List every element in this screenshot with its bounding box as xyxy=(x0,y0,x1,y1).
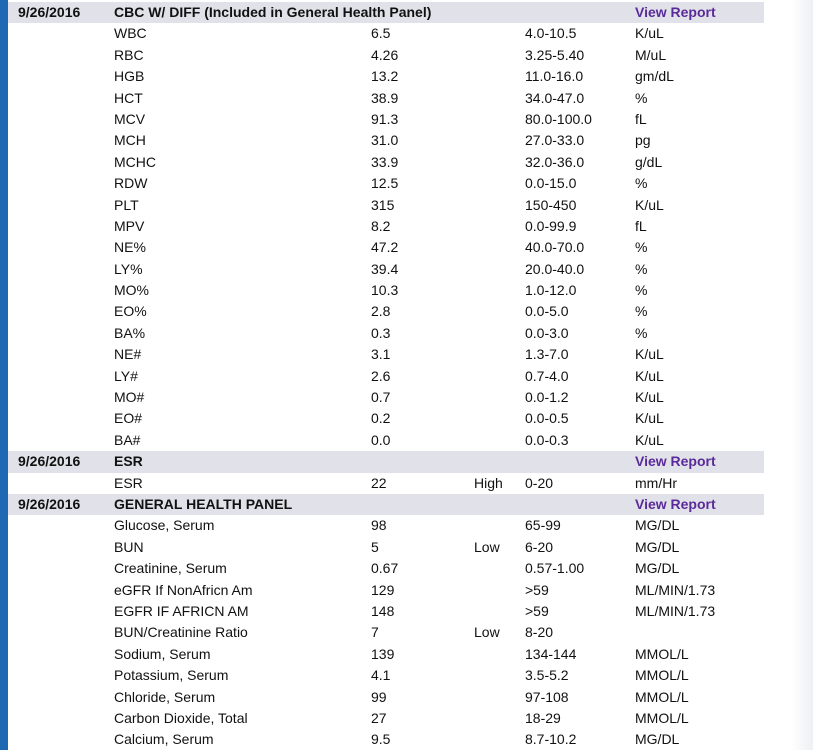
panel-title: GENERAL HEALTH PANEL xyxy=(114,495,293,512)
test-name: NE% xyxy=(114,239,146,256)
result-unit: ML/MIN/1.73 xyxy=(635,602,716,619)
test-name: Carbon Dioxide, Total xyxy=(114,709,248,726)
lab-results-table xyxy=(8,2,764,751)
table-row xyxy=(8,687,764,708)
test-name: eGFR If NonAfricn Am xyxy=(114,581,253,598)
panel-rows-cbc xyxy=(8,23,764,451)
result-unit: K/uL xyxy=(635,25,664,42)
result-value: 0.7 xyxy=(371,389,391,406)
test-name: Creatinine, Serum xyxy=(114,560,227,577)
table-row xyxy=(8,729,764,750)
panel-date: 9/26/2016 xyxy=(18,453,81,470)
result-unit: % xyxy=(635,303,648,320)
result-value: 13.2 xyxy=(371,68,399,85)
reference-range: 11.0-16.0 xyxy=(525,68,584,85)
result-value: 27 xyxy=(371,709,387,726)
test-name: MCH xyxy=(114,132,146,149)
reference-range: 134-144 xyxy=(525,645,577,662)
test-name: ESR xyxy=(114,474,143,491)
table-row xyxy=(8,195,764,216)
result-unit: MG/DL xyxy=(635,731,680,748)
result-unit: pg xyxy=(635,132,651,149)
table-row xyxy=(8,237,764,258)
result-value: 10.3 xyxy=(371,282,399,299)
result-unit: g/dL xyxy=(635,153,663,170)
result-value: 4.1 xyxy=(371,667,391,684)
test-name: MO# xyxy=(114,389,145,406)
test-name: MCHC xyxy=(114,153,156,170)
reference-range: 20.0-40.0 xyxy=(525,260,585,277)
panel-header-cbc xyxy=(8,2,764,23)
table-row xyxy=(8,473,764,494)
result-value: 139 xyxy=(371,645,395,662)
table-row xyxy=(8,323,764,344)
result-unit: % xyxy=(635,89,648,106)
test-name: Glucose, Serum xyxy=(114,517,215,534)
table-row xyxy=(8,344,764,365)
result-unit: ML/MIN/1.73 xyxy=(635,581,716,598)
test-name: Potassium, Serum xyxy=(114,667,229,684)
result-value: 98 xyxy=(371,517,387,534)
panel-header-general-health xyxy=(8,494,764,515)
result-value: 0.3 xyxy=(371,324,391,341)
test-name: RDW xyxy=(114,175,148,192)
reference-range: 65-99 xyxy=(525,517,561,534)
result-value: 6.5 xyxy=(371,25,391,42)
result-unit: MMOL/L xyxy=(635,667,689,684)
test-name: NE# xyxy=(114,346,142,363)
reference-range: 18-29 xyxy=(525,709,561,726)
reference-range: 0.0-0.5 xyxy=(525,410,569,427)
result-flag: Low xyxy=(474,624,500,641)
reference-range: 6-20 xyxy=(525,538,554,555)
reference-range: 0.0-15.0 xyxy=(525,175,577,192)
view-report-link[interactable]: View Report xyxy=(635,453,716,470)
result-value: 0.67 xyxy=(371,560,399,577)
reference-range: 97-108 xyxy=(525,688,569,705)
result-value: 7 xyxy=(371,624,379,641)
test-name: LY# xyxy=(114,367,138,384)
result-unit: % xyxy=(635,282,648,299)
reference-range: 0.0-5.0 xyxy=(525,303,569,320)
result-unit: % xyxy=(635,175,648,192)
result-unit: MMOL/L xyxy=(635,645,689,662)
test-name: EO# xyxy=(114,410,143,427)
test-name: BA% xyxy=(114,324,146,341)
reference-range: >59 xyxy=(525,602,549,619)
result-unit: MG/DL xyxy=(635,517,680,534)
table-row xyxy=(8,537,764,558)
result-value: 0.2 xyxy=(371,410,391,427)
result-value: 315 xyxy=(371,196,395,213)
table-row xyxy=(8,708,764,729)
result-value: 8.2 xyxy=(371,217,391,234)
test-name: PLT xyxy=(114,196,139,213)
result-value: 2.6 xyxy=(371,367,391,384)
result-value: 2.8 xyxy=(371,303,391,320)
table-row xyxy=(8,109,764,130)
result-unit: fL xyxy=(635,110,647,127)
reference-range: 150-450 xyxy=(525,196,577,213)
panel-date: 9/26/2016 xyxy=(18,495,81,512)
result-value: 3.1 xyxy=(371,346,391,363)
result-unit: gm/dL xyxy=(635,68,674,85)
result-value: 38.9 xyxy=(371,89,399,106)
table-row xyxy=(8,216,764,237)
test-name: MCV xyxy=(114,110,146,127)
table-row xyxy=(8,366,764,387)
result-unit: K/uL xyxy=(635,389,664,406)
result-flag: Low xyxy=(474,538,500,555)
reference-range: 4.0-10.5 xyxy=(525,25,577,42)
panel-rows-general-health xyxy=(8,515,764,750)
result-unit: K/uL xyxy=(635,346,664,363)
table-row xyxy=(8,580,764,601)
result-value: 39.4 xyxy=(371,260,399,277)
table-row xyxy=(8,280,764,301)
reference-range: 3.25-5.40 xyxy=(525,46,585,63)
reference-range: 27.0-33.0 xyxy=(525,132,585,149)
result-value: 91.3 xyxy=(371,110,399,127)
reference-range: 32.0-36.0 xyxy=(525,153,585,170)
result-value: 99 xyxy=(371,688,387,705)
result-unit: % xyxy=(635,239,648,256)
test-name: BUN xyxy=(114,538,144,555)
reference-range: 80.0-100.0 xyxy=(525,110,592,127)
result-value: 148 xyxy=(371,602,395,619)
panel-title: ESR xyxy=(114,453,143,470)
table-row xyxy=(8,558,764,579)
reference-range: 8-20 xyxy=(525,624,554,641)
test-name: HCT xyxy=(114,89,143,106)
table-row xyxy=(8,45,764,66)
test-name: EO% xyxy=(114,303,147,320)
right-edge-shadow xyxy=(791,0,813,750)
reference-range: 0.57-1.00 xyxy=(525,560,585,577)
table-row xyxy=(8,130,764,151)
test-name: WBC xyxy=(114,25,147,42)
result-unit: MMOL/L xyxy=(635,688,689,705)
test-name: HGB xyxy=(114,68,145,85)
test-name: LY% xyxy=(114,260,143,277)
test-name: Chloride, Serum xyxy=(114,688,216,705)
reference-range: 40.0-70.0 xyxy=(525,239,585,256)
test-name: RBC xyxy=(114,46,144,63)
result-value: 47.2 xyxy=(371,239,399,256)
reference-range: 0.0-99.9 xyxy=(525,217,577,234)
result-value: 31.0 xyxy=(371,132,399,149)
reference-range: 0.7-4.0 xyxy=(525,367,569,384)
result-unit: % xyxy=(635,324,648,341)
panel-header-esr xyxy=(8,451,764,472)
result-value: 12.5 xyxy=(371,175,399,192)
result-unit: M/uL xyxy=(635,46,667,63)
reference-range: >59 xyxy=(525,581,549,598)
result-unit: K/uL xyxy=(635,196,664,213)
reference-range: 0.0-0.3 xyxy=(525,431,569,448)
test-name: Sodium, Serum xyxy=(114,645,211,662)
view-report-link[interactable]: View Report xyxy=(635,4,716,20)
table-row xyxy=(8,88,764,109)
view-report-link[interactable]: View Report xyxy=(635,495,716,512)
table-row xyxy=(8,644,764,665)
result-unit: fL xyxy=(635,217,647,234)
table-row xyxy=(8,23,764,44)
result-value: 5 xyxy=(371,538,379,555)
result-unit: K/uL xyxy=(635,410,664,427)
left-accent-bar xyxy=(0,0,8,750)
reference-range: 0.0-3.0 xyxy=(525,324,569,341)
result-unit: MG/DL xyxy=(635,560,680,577)
reference-range: 0.0-1.2 xyxy=(525,389,569,406)
result-unit: % xyxy=(635,260,648,277)
result-flag: High xyxy=(474,474,503,491)
result-unit: MG/DL xyxy=(635,538,680,555)
reference-range: 3.5-5.2 xyxy=(525,667,569,684)
reference-range: 0-20 xyxy=(525,474,554,491)
panel-date: 9/26/2016 xyxy=(18,4,81,20)
table-row xyxy=(8,665,764,686)
table-row xyxy=(8,515,764,536)
result-value: 33.9 xyxy=(371,153,399,170)
test-name: BUN/Creatinine Ratio xyxy=(114,624,248,641)
table-row xyxy=(8,66,764,87)
panel-title: CBC W/ DIFF (Included in General Health Panel) xyxy=(114,4,432,20)
result-unit: K/uL xyxy=(635,367,664,384)
result-value: 129 xyxy=(371,581,395,598)
reference-range: 1.0-12.0 xyxy=(525,282,577,299)
test-name: BA# xyxy=(114,431,141,448)
table-row xyxy=(8,152,764,173)
test-name: EGFR IF AFRICN AM xyxy=(114,602,249,619)
result-value: 9.5 xyxy=(371,731,391,748)
reference-range: 1.3-7.0 xyxy=(525,346,569,363)
table-row xyxy=(8,622,764,643)
result-unit: mm/Hr xyxy=(635,474,677,491)
table-row xyxy=(8,387,764,408)
test-name: MPV xyxy=(114,217,145,234)
panel-rows-esr xyxy=(8,473,764,494)
result-value: 22 xyxy=(371,474,387,491)
result-unit: K/uL xyxy=(635,431,664,448)
result-value: 4.26 xyxy=(371,46,399,63)
result-unit: MMOL/L xyxy=(635,709,689,726)
table-row xyxy=(8,173,764,194)
test-name: Calcium, Serum xyxy=(114,731,214,748)
table-row xyxy=(8,259,764,280)
test-name: MO% xyxy=(114,282,149,299)
table-row xyxy=(8,430,764,451)
table-row xyxy=(8,301,764,322)
table-row xyxy=(8,408,764,429)
reference-range: 8.7-10.2 xyxy=(525,731,577,748)
reference-range: 34.0-47.0 xyxy=(525,89,585,106)
result-value: 0.0 xyxy=(371,431,391,448)
table-row xyxy=(8,601,764,622)
